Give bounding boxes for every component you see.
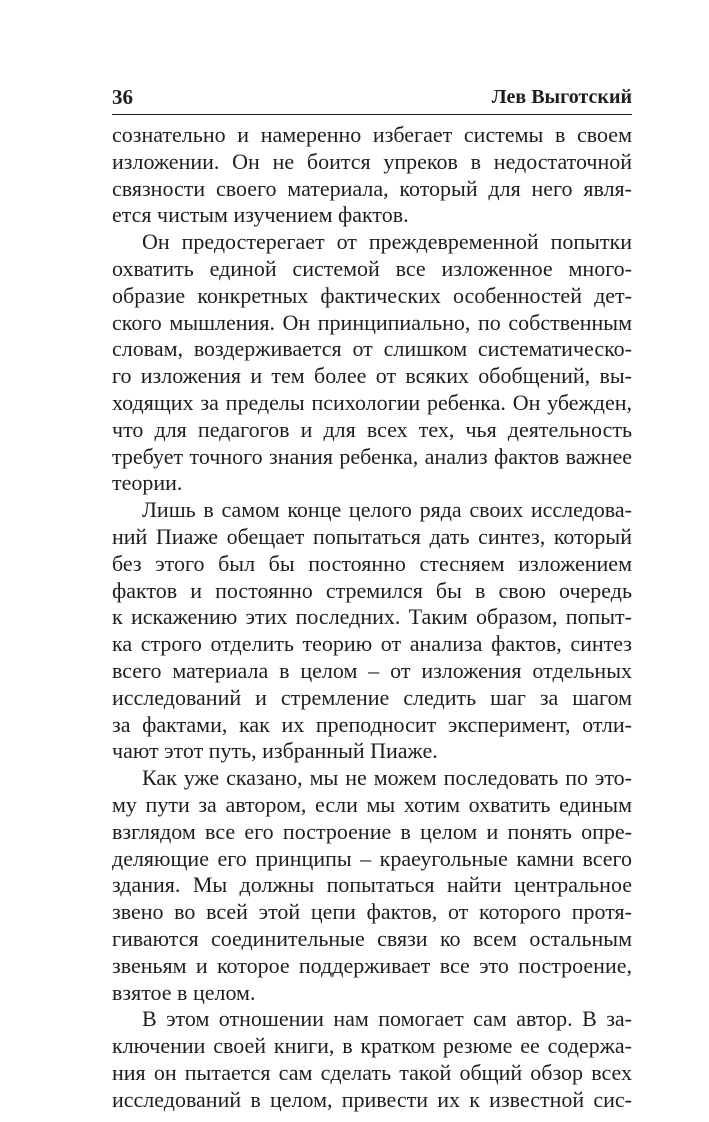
text-line: ского мышления. Он принципиально, по собственным xyxy=(112,309,632,335)
text-line: го изложения и тем более от всяких обобщений, вы- xyxy=(112,363,632,389)
text-line: что для педагогов и для всех тех, чья деятельность xyxy=(112,416,632,442)
text-line: теории. xyxy=(112,470,183,496)
text-line: изложении. Он не боится упреков в недостаточной xyxy=(112,148,632,174)
text-line: В этом отношении нам помогает сам автор. В за- xyxy=(142,1006,632,1032)
text-line: чают этот путь, избранный Пиаже. xyxy=(112,738,438,764)
text-line: без этого был бы постоянно стесняем изложением xyxy=(112,550,632,576)
text-line: звеньям и которое поддерживает все это построение, xyxy=(112,952,632,978)
body-text xyxy=(112,122,632,1113)
text-line: всего материала в целом – от изложения отдельных xyxy=(112,657,632,683)
text-line: фактов и постоянно стремился бы в свою очередь xyxy=(112,577,632,603)
text-line: взглядом все его построение в целом и понять опре- xyxy=(112,818,632,844)
text-line: Лишь в самом конце целого ряда своих исследова- xyxy=(142,497,632,523)
text-line: словам, воздерживается от слишком систематическо- xyxy=(112,336,632,362)
text-line: ходящих за пределы психологии ребенка. Он убежден, xyxy=(112,389,632,415)
text-line: Как уже сказано, мы не можем последовать по это- xyxy=(142,765,632,791)
running-title: Лев Выготский xyxy=(491,86,632,108)
text-line: Он предостерегает от преждевременной попытки xyxy=(142,229,632,255)
text-line: деляющие его принципы – краеугольные камни всего xyxy=(112,845,632,871)
header-rule xyxy=(112,114,632,115)
text-line: ключении своей книги, в кратком резюме ее содержа- xyxy=(112,1033,632,1059)
text-line: исследований и стремление следить шаг за шагом xyxy=(112,684,632,710)
text-line: связности своего материала, который для него явля- xyxy=(112,175,632,201)
text-line: взятое в целом. xyxy=(112,979,256,1005)
text-line: звено во всей этой цепи фактов, от которого протя- xyxy=(112,899,632,925)
page-number: 36 xyxy=(112,85,133,109)
text-line: образие конкретных фактических особенностей дет- xyxy=(112,282,632,308)
text-line: ний Пиаже обещает попытаться дать синтез, который xyxy=(112,523,632,549)
text-line: охватить единой системой все изложенное много- xyxy=(112,255,632,281)
page-header xyxy=(112,84,632,110)
text-line: ется чистым изучением фактов. xyxy=(112,202,409,228)
text-line: ния он пытается сам сделать такой общий обзор всех xyxy=(112,1059,632,1085)
text-line: исследований в целом, привести их к известной сис- xyxy=(112,1086,632,1112)
text-line: му пути за автором, если мы хотим охватить единым xyxy=(112,791,632,817)
text-line: гиваются соединительные связи ко всем остальным xyxy=(112,925,632,951)
text-line: сознательно и намеренно избегает системы в своем xyxy=(112,122,632,147)
text-line: требует точного знания ребенка, анализ фактов важнее xyxy=(112,443,632,469)
text-line: к искажению этих последних. Таким образом, попыт- xyxy=(112,604,632,630)
text-line: здания. Мы должны попытаться найти центральное xyxy=(112,872,632,898)
text-line: за фактами, как их преподносит эксперимент, отли- xyxy=(112,711,632,737)
text-line: ка строго отделить теорию от анализа фактов, синтез xyxy=(112,631,632,657)
